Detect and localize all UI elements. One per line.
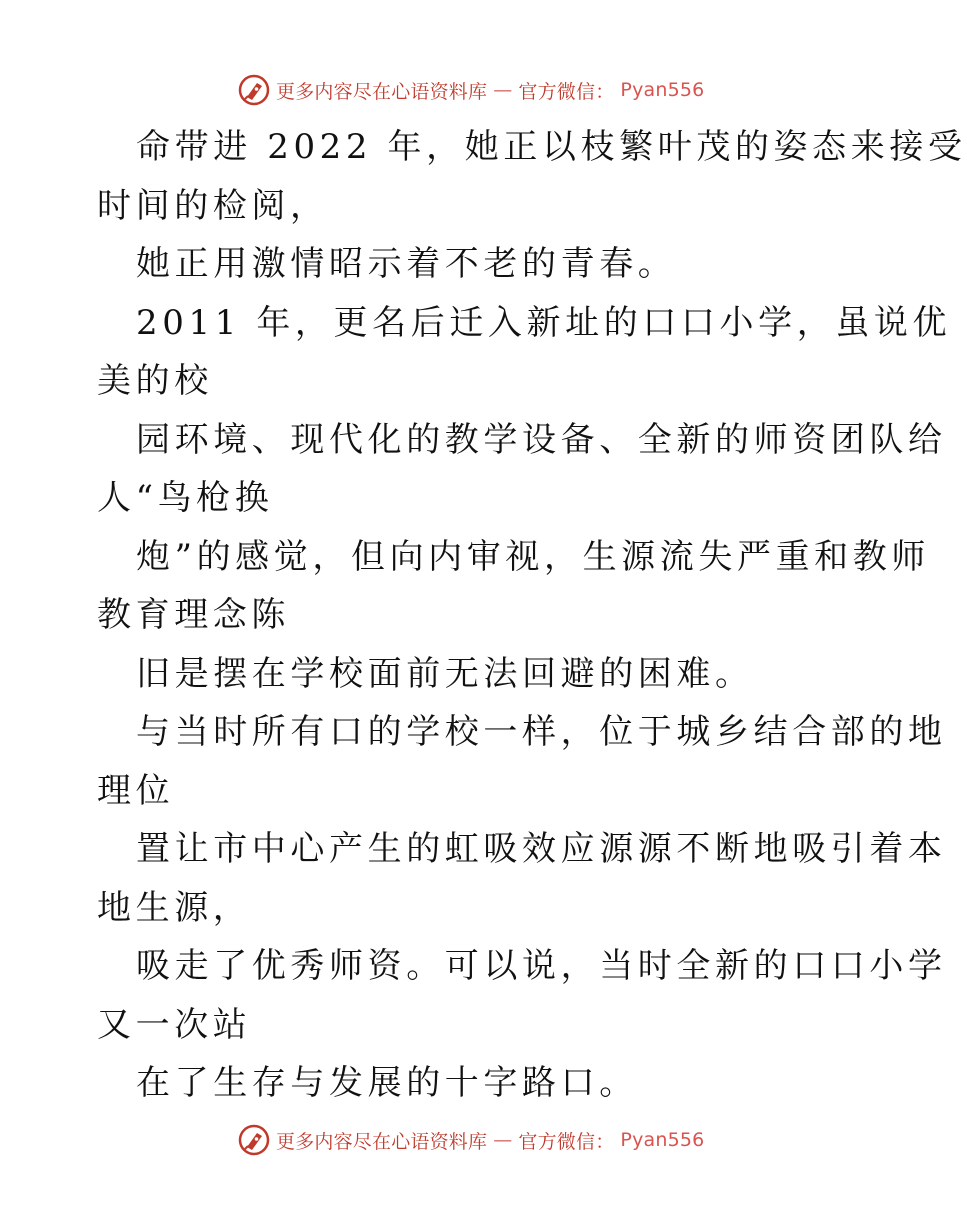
body-line: 时间的检阅， <box>97 185 329 226</box>
footer-watermark <box>238 1123 704 1157</box>
watermark-wechat-id: Pyan556 <box>620 1129 705 1151</box>
watermark-text: 更多内容尽在心语资料库 <box>276 1130 488 1153</box>
body-line: 置让市中心产生的虹吸效应源源不断地吸引着本 <box>136 829 947 869</box>
body-line: 又一次站 <box>97 1004 252 1045</box>
body-line: 人“鸟枪换 <box>97 478 274 518</box>
document-body <box>97 118 967 1113</box>
body-line: 园环境、现代化的教学设备、全新的师资团队给 <box>136 419 947 460</box>
pen-nib-logo-icon <box>238 74 270 106</box>
body-line: 美的校 <box>97 361 213 401</box>
body-line: 旧是摆在学校面前无法回避的困难。 <box>136 653 754 694</box>
header-watermark <box>238 73 704 107</box>
body-line: 理位 <box>97 770 175 811</box>
body-line: 与当时所有口的学校一样，位于城乡结合部的地 <box>136 712 947 752</box>
watermark-separator: — <box>493 1129 513 1151</box>
body-line: 2011 年，更名后迁入新址的口口小学，虽说优 <box>136 302 952 343</box>
body-line: 地生源， <box>97 887 252 928</box>
watermark-official-wechat: 官方微信： <box>518 1130 615 1153</box>
body-line: 在了生存与发展的十字路口。 <box>136 1063 638 1103</box>
body-line: 教育理念陈 <box>97 595 290 635</box>
watermark-separator: — <box>493 79 513 101</box>
watermark-text: 更多内容尽在心语资料库 <box>276 80 488 103</box>
watermark-wechat-id: Pyan556 <box>620 79 705 101</box>
body-line: 吸走了优秀师资。可以说，当时全新的口口小学 <box>136 946 947 986</box>
pen-nib-logo-icon <box>238 1124 270 1156</box>
watermark-official-wechat: 官方微信： <box>518 80 615 103</box>
body-line: 炮”的感觉，但向内审视，生源流失严重和教师 <box>136 536 930 577</box>
body-line: 她正用激情昭示着不老的青春。 <box>136 244 677 284</box>
body-line: 命带进 2022 年，她正以枝繁叶茂的姿态来接受 <box>136 127 967 167</box>
